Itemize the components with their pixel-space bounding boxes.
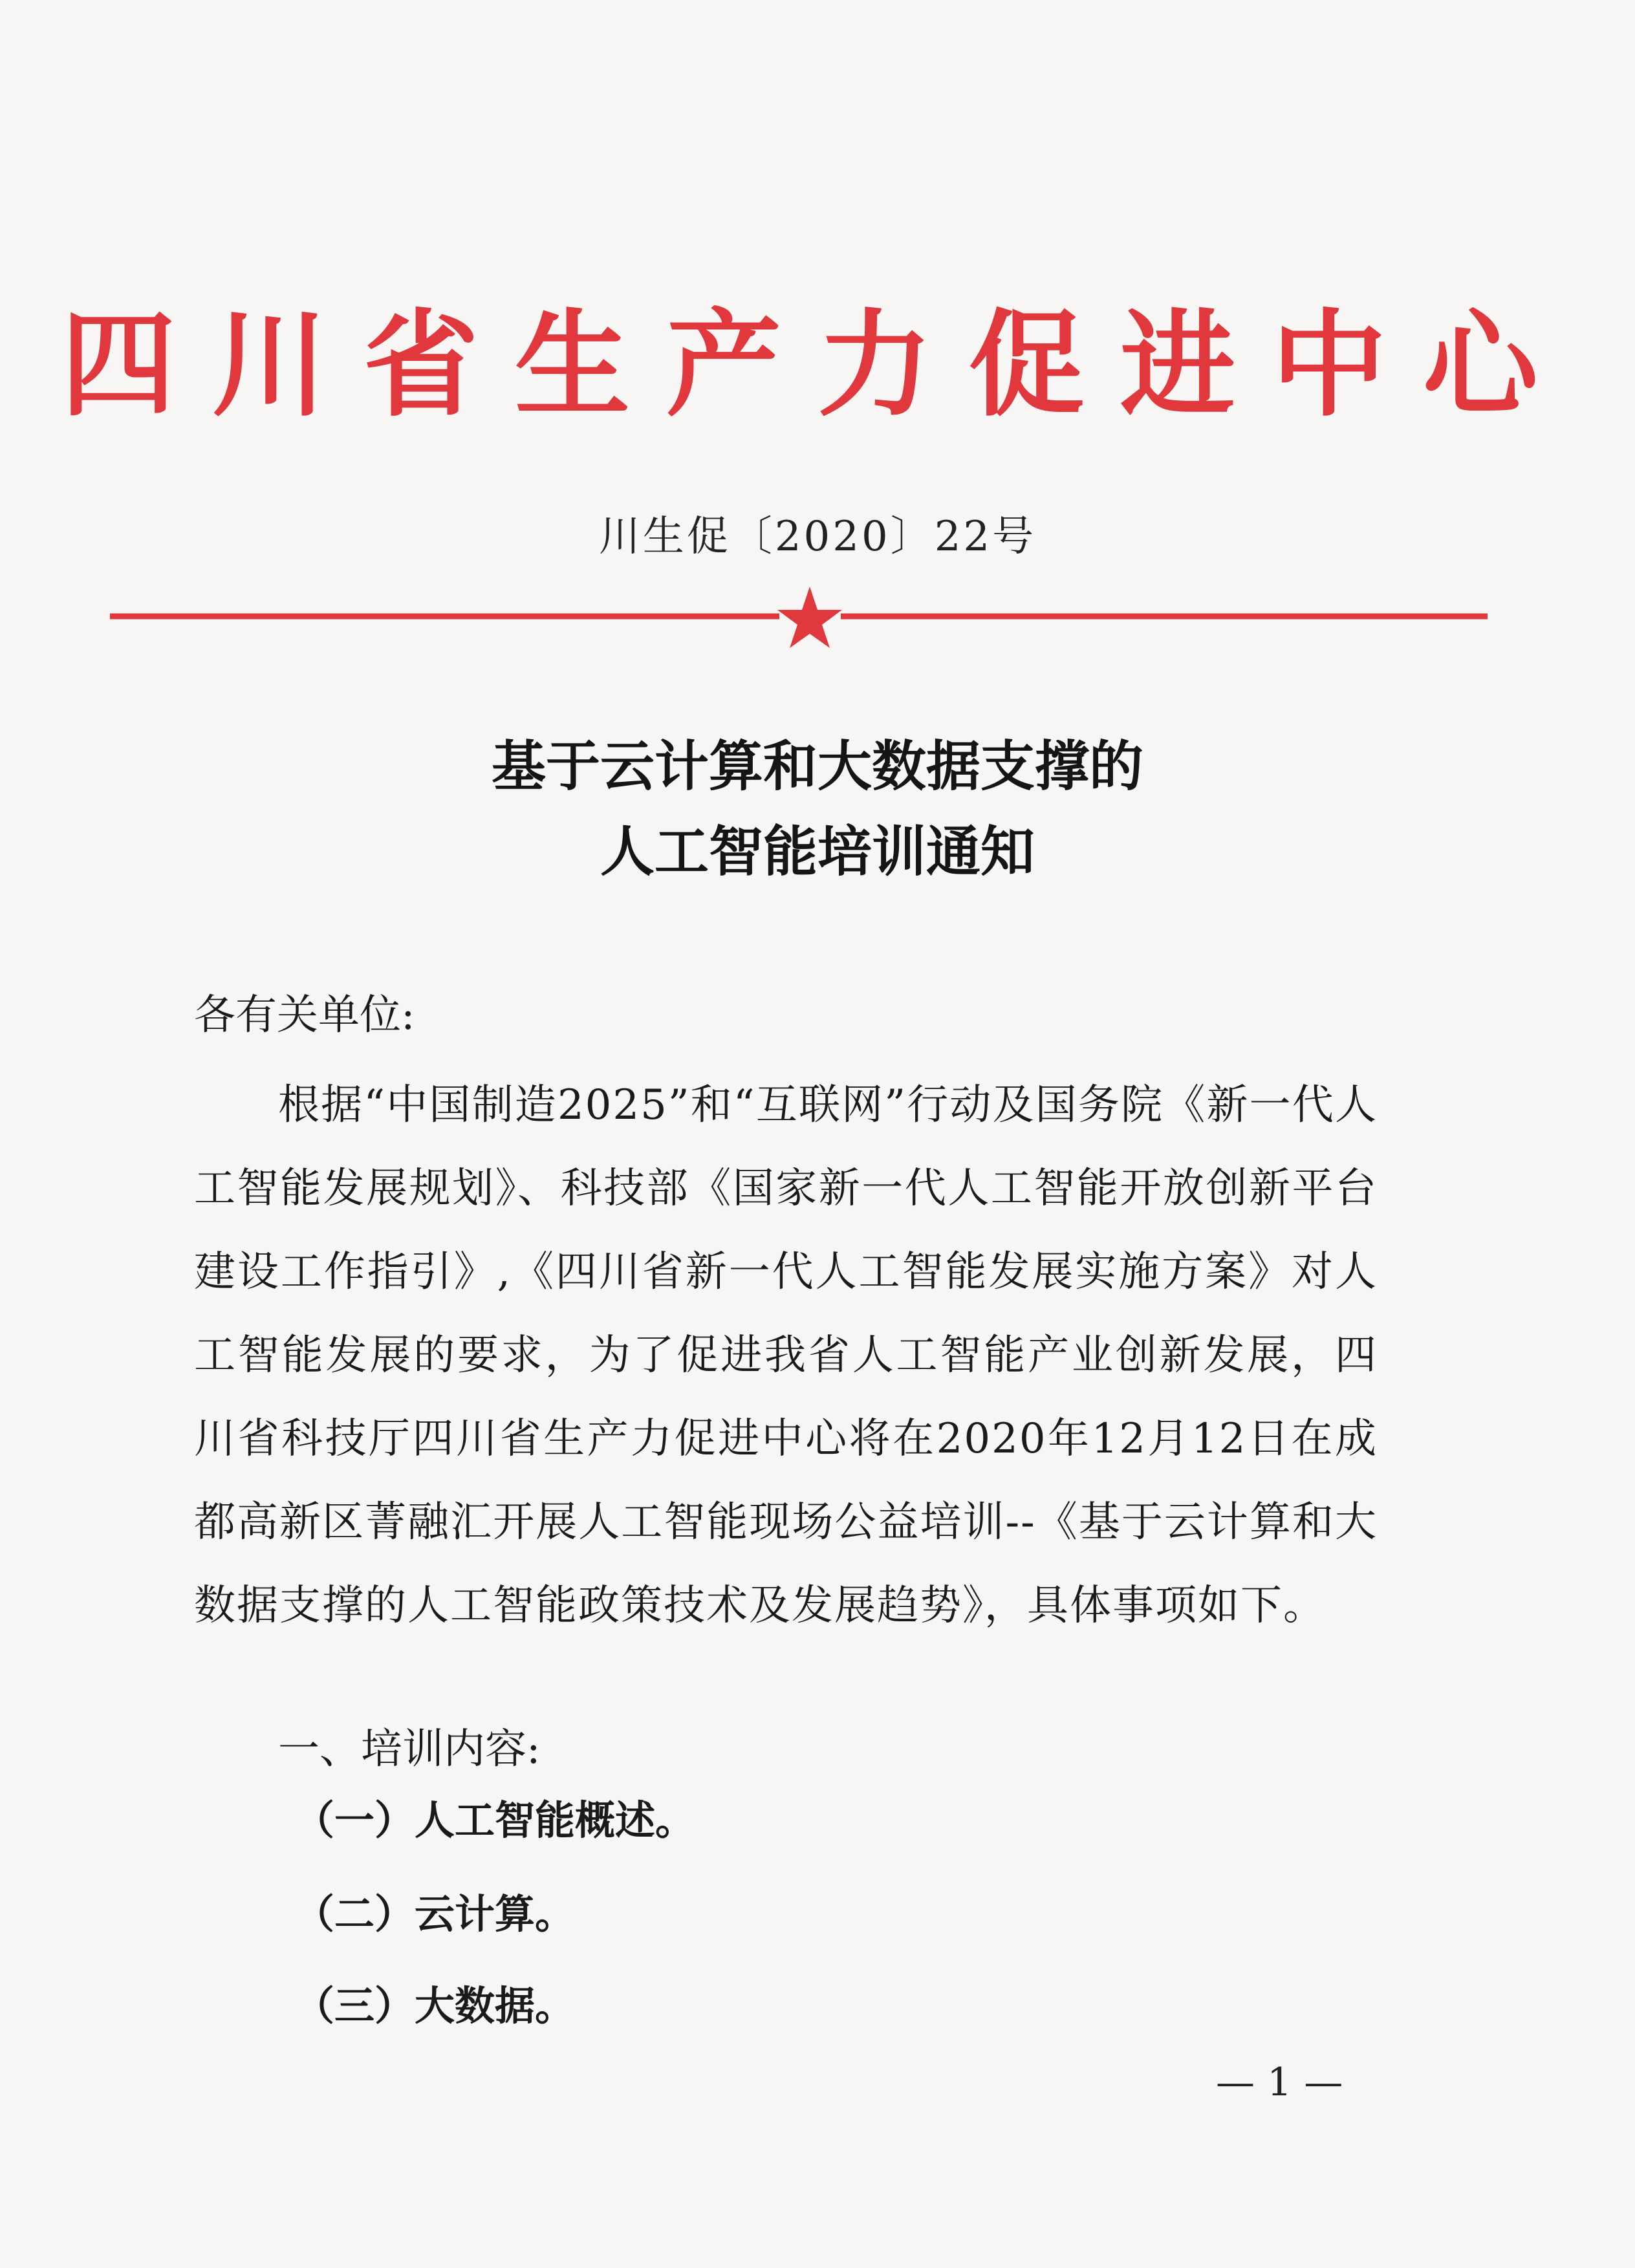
- content-item-big-data: （三）大数据。: [294, 1982, 576, 2029]
- salutation: 各有关单位:: [194, 991, 415, 1039]
- red-divider: [110, 585, 1488, 663]
- page-number: — 1 —: [1216, 2060, 1343, 2105]
- document-number: 川生促〔2020〕22号: [598, 513, 1037, 561]
- content-item-cloud-computing: （二）云计算。: [294, 1890, 576, 1938]
- body-paragraph: 根据“中国制造2025”和“互联网”行动及国务院《新一代人工智能发展规划》、科技部《国家新一代人工智能开放创新平台建设工作指引》,《四川省新一代人工智能发展实施方案》对人工智能发展的要求，为了促进我省人工智能产业创新发展，四川省科技厅四川省生产力促进中心将在2020年12月12日在成都高新区菁融汇开展人工智能现场公益培训--《基于云计算和大数据支撑的人工智能政策技术及发展趋势》，具体事项如下。: [194, 1081, 1378, 1630]
- section-heading-training-content: 一、培训内容:: [278, 1725, 541, 1773]
- notice-title-line2: 人工智能培训通知: [600, 820, 1035, 883]
- organization-header: 四川省生产力促进中心: [61, 298, 1574, 432]
- content-item-ai-overview: （一）人工智能概述。: [294, 1797, 696, 1844]
- notice-title-line1: 基于云计算和大数据支撑的: [491, 735, 1143, 798]
- star-icon: [777, 587, 842, 648]
